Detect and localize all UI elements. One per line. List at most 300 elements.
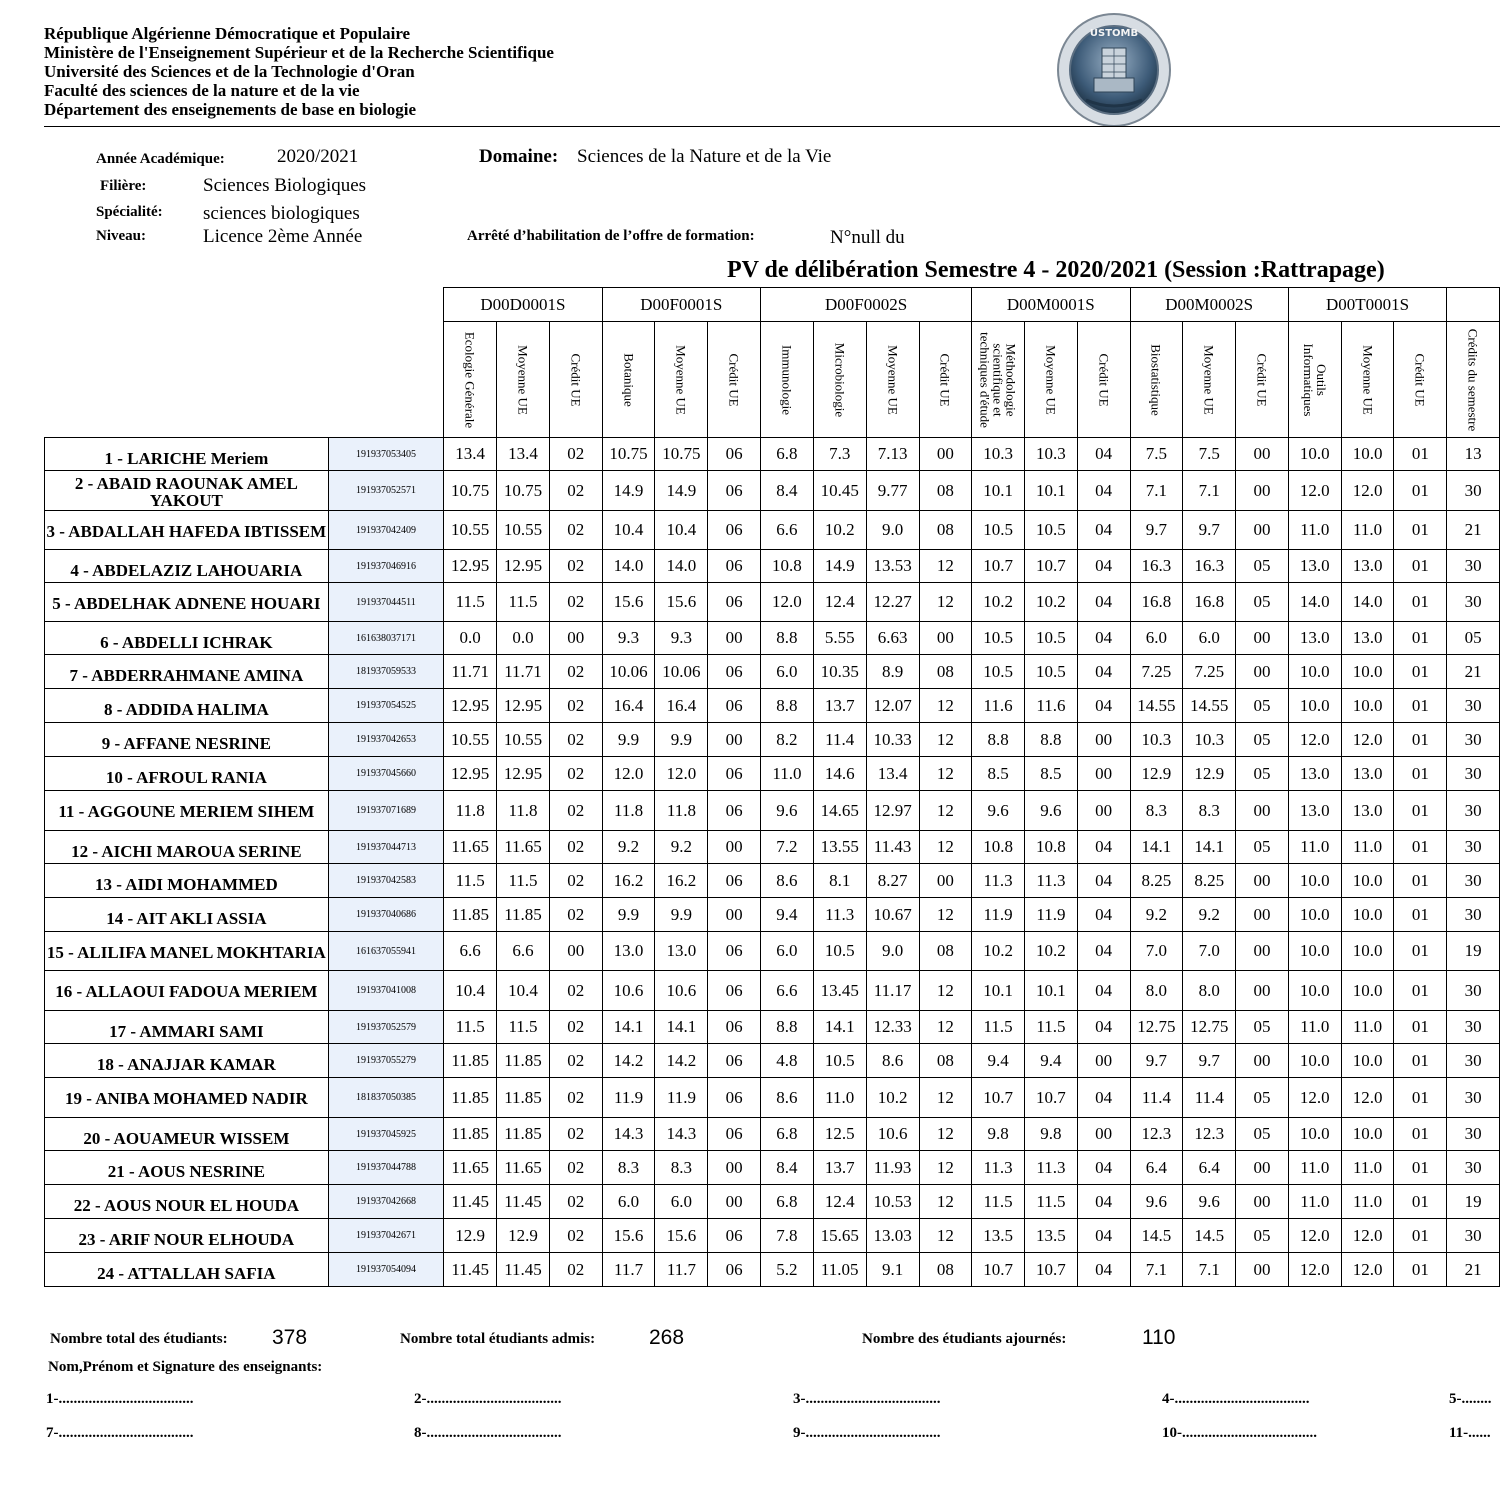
grade-cell: 10.0	[1288, 689, 1341, 723]
grade-cell: 02	[549, 864, 602, 898]
student-name: 1 - LARICHE Meriem	[45, 438, 329, 471]
grade-cell: 9.4	[1024, 1044, 1077, 1078]
grade-cell: 9.9	[602, 723, 655, 757]
grade-cell: 8.8	[761, 689, 814, 723]
grade-cell: 11.0	[1288, 511, 1341, 550]
grade-cell: 16.3	[1130, 550, 1183, 583]
grade-cell: 13.0	[1288, 550, 1341, 583]
arrete-value: N°null du	[830, 227, 905, 248]
grade-cell: 02	[549, 511, 602, 550]
grade-cell: 8.6	[761, 1078, 814, 1118]
grade-cell: 14.1	[1183, 831, 1236, 864]
grade-cell: 10.0	[1341, 1118, 1394, 1151]
grade-cell: 05	[1236, 583, 1289, 622]
grade-cell: 11.65	[497, 831, 550, 864]
grade-cell: 6.4	[1130, 1151, 1183, 1185]
grade-cell: 12.95	[444, 757, 497, 791]
grade-cell: 12	[919, 898, 972, 932]
grade-cell: 9.2	[1130, 898, 1183, 932]
grade-cell: 14.55	[1130, 689, 1183, 723]
grade-cell: 11.85	[497, 1044, 550, 1078]
grade-cell: 8.5	[1024, 757, 1077, 791]
grade-cell: 7.1	[1183, 471, 1236, 511]
grade-cell: 12.33	[866, 1011, 919, 1044]
grade-cell: 8.6	[761, 864, 814, 898]
grade-cell: 12.95	[444, 689, 497, 723]
grade-cell: 30	[1447, 471, 1500, 511]
grade-cell: 04	[1077, 550, 1130, 583]
grade-cell: 11.9	[655, 1078, 708, 1118]
grade-cell: 10.0	[1288, 932, 1341, 971]
total-label: Nombre total des étudiants:	[50, 1331, 228, 1347]
grade-cell: 14.1	[655, 1011, 708, 1044]
student-name: 14 - AIT AKLI ASSIA	[45, 898, 329, 932]
grade-cell: 00	[1236, 898, 1289, 932]
grade-cell: 10.45	[813, 471, 866, 511]
page-title: PV de délibération Semestre 4 - 2020/2021 (Session :Rattrapage)	[727, 257, 1385, 283]
grade-cell: 10.0	[1341, 932, 1394, 971]
column-header	[1288, 322, 1341, 438]
grade-cell: 30	[1447, 1219, 1500, 1253]
grade-cell: 10.75	[602, 438, 655, 471]
column-header	[655, 322, 708, 438]
grade-cell: 02	[549, 583, 602, 622]
student-name: 21 - AOUS NESRINE	[45, 1151, 329, 1185]
grade-cell: 04	[1077, 898, 1130, 932]
table-row	[45, 757, 1500, 791]
grade-cell: 21	[1447, 511, 1500, 550]
grade-cell: 11.0	[1341, 511, 1394, 550]
column-header	[813, 322, 866, 438]
grade-cell: 00	[1236, 438, 1289, 471]
grade-cell: 8.4	[761, 1151, 814, 1185]
header-line: Faculté des sciences de la nature et de la vie	[44, 81, 360, 100]
ajournes-label: Nombre des étudiants ajournés:	[862, 1331, 1067, 1347]
column-header	[1077, 322, 1130, 438]
table-row	[45, 1118, 1500, 1151]
grade-cell: 12.95	[444, 550, 497, 583]
grade-cell: 04	[1077, 831, 1130, 864]
grade-cell: 12	[919, 1011, 972, 1044]
grade-cell: 12.0	[1341, 723, 1394, 757]
grade-cell: 7.25	[1183, 655, 1236, 689]
column-header	[1394, 322, 1447, 438]
grade-cell: 11.9	[602, 1078, 655, 1118]
grade-cell: 9.9	[655, 898, 708, 932]
column-header	[1341, 322, 1394, 438]
grade-cell: 9.6	[1130, 1185, 1183, 1219]
header-line: Département des enseignements de base en biologie	[44, 100, 417, 119]
grade-cell: 12.9	[1130, 757, 1183, 791]
grade-cell: 11.45	[497, 1253, 550, 1287]
grade-cell: 10.4	[497, 971, 550, 1011]
column-header-label: Moyenne UE	[673, 344, 689, 415]
grade-cell: 10.5	[972, 622, 1025, 655]
grade-cell: 10.5	[1024, 511, 1077, 550]
grade-cell: 21	[1447, 1253, 1500, 1287]
student-matricule: 191937053405	[328, 438, 443, 471]
grade-cell: 7.1	[1130, 1253, 1183, 1287]
grade-cell: 14.55	[1183, 689, 1236, 723]
niveau-value: Licence 2ème Année	[203, 226, 363, 247]
grade-cell: 10.0	[1288, 655, 1341, 689]
grade-cell: 13.0	[1341, 791, 1394, 831]
grade-cell: 11.5	[444, 864, 497, 898]
grade-cell: 10.2	[972, 932, 1025, 971]
grade-cell: 12	[919, 1078, 972, 1118]
ue-code-header: D00D0001S	[444, 288, 602, 322]
student-matricule: 191937042583	[328, 864, 443, 898]
grade-cell: 14.5	[1183, 1219, 1236, 1253]
grade-cell: 10.6	[866, 1118, 919, 1151]
grade-cell: 11.5	[1024, 1185, 1077, 1219]
grade-cell: 06	[708, 655, 761, 689]
header-divider	[44, 126, 1500, 127]
grade-cell: 00	[1236, 1185, 1289, 1219]
grade-cell: 6.8	[761, 1118, 814, 1151]
grade-cell: 9.77	[866, 471, 919, 511]
grade-cell: 8.27	[866, 864, 919, 898]
grade-cell: 11.4	[1130, 1078, 1183, 1118]
grade-cell: 14.3	[602, 1118, 655, 1151]
grade-cell: 10.7	[972, 1078, 1025, 1118]
grade-cell: 11.05	[813, 1253, 866, 1287]
grade-cell: 15.6	[602, 583, 655, 622]
grade-cell: 14.2	[655, 1044, 708, 1078]
grade-cell: 08	[919, 932, 972, 971]
grade-cell: 11.0	[1288, 1011, 1341, 1044]
grade-cell: 11.0	[813, 1078, 866, 1118]
grade-cell: 11.85	[497, 1078, 550, 1118]
grade-cell: 10.7	[972, 1253, 1025, 1287]
grade-cell: 06	[708, 583, 761, 622]
grade-cell: 8.8	[972, 723, 1025, 757]
grade-cell: 9.3	[655, 622, 708, 655]
grade-cell: 11.7	[655, 1253, 708, 1287]
grade-cell: 13.0	[1341, 622, 1394, 655]
grade-cell: 06	[708, 438, 761, 471]
grade-cell: 11.5	[497, 864, 550, 898]
grade-cell: 13.7	[813, 1151, 866, 1185]
column-header-label: Outils Informatiques	[1300, 343, 1329, 416]
signature-line: 3-....................................	[793, 1391, 941, 1407]
grade-cell: 10.1	[972, 971, 1025, 1011]
grade-cell: 10.0	[1288, 1118, 1341, 1151]
grade-cell: 10.8	[761, 550, 814, 583]
grade-cell: 9.1	[866, 1253, 919, 1287]
grade-cell: 02	[549, 1078, 602, 1118]
table-row	[45, 932, 1500, 971]
grade-cell: 11.5	[444, 583, 497, 622]
grade-cell: 14.1	[813, 1011, 866, 1044]
grade-cell: 10.7	[1024, 1078, 1077, 1118]
grade-cell: 11.43	[866, 831, 919, 864]
grade-cell: 13.4	[444, 438, 497, 471]
grade-cell: 11.8	[602, 791, 655, 831]
grade-cell: 02	[549, 1253, 602, 1287]
total-value: 378	[272, 1326, 308, 1349]
grade-cell: 11.5	[972, 1011, 1025, 1044]
grade-cell: 7.2	[761, 831, 814, 864]
grade-cell: 12	[919, 583, 972, 622]
signature-heading: Nom,Prénom et Signature des enseignants:	[48, 1359, 323, 1375]
grade-cell: 02	[549, 831, 602, 864]
grade-cell: 00	[1077, 791, 1130, 831]
grade-cell: 11.6	[972, 689, 1025, 723]
grade-cell: 12.75	[1130, 1011, 1183, 1044]
column-header-label: Méthodologie scientifique et techniques d'étude	[977, 331, 1019, 428]
grade-cell: 12.0	[1341, 471, 1394, 511]
grade-cell: 12	[919, 831, 972, 864]
grade-cell: 9.9	[602, 898, 655, 932]
filiere-label: Filière:	[100, 178, 147, 194]
grade-cell: 19	[1447, 1185, 1500, 1219]
grade-cell: 04	[1077, 971, 1130, 1011]
grade-cell: 06	[708, 689, 761, 723]
grade-cell: 10.75	[497, 471, 550, 511]
student-matricule: 191937055279	[328, 1044, 443, 1078]
signature-line: 7-....................................	[46, 1425, 194, 1441]
grade-cell: 9.2	[602, 831, 655, 864]
grade-cell: 16.2	[602, 864, 655, 898]
grade-cell: 05	[1236, 550, 1289, 583]
grade-cell: 01	[1394, 898, 1447, 932]
student-name: 23 - ARIF NOUR ELHOUDA	[45, 1219, 329, 1253]
grade-cell: 08	[919, 471, 972, 511]
grade-cell: 02	[549, 971, 602, 1011]
signature-line: 11-......	[1449, 1425, 1491, 1441]
student-name: 2 - ABAID RAOUNAK AMEL YAKOUT	[45, 471, 329, 511]
grade-cell: 12.95	[497, 757, 550, 791]
grade-cell: 11.0	[1288, 831, 1341, 864]
table-row	[45, 622, 1500, 655]
grade-cell: 01	[1394, 932, 1447, 971]
grade-cell: 02	[549, 1219, 602, 1253]
grade-cell: 8.25	[1183, 864, 1236, 898]
grade-cell: 10.0	[1341, 898, 1394, 932]
grade-cell: 02	[549, 1118, 602, 1151]
grade-cell: 12.9	[1183, 757, 1236, 791]
grade-cell: 13.53	[866, 550, 919, 583]
grade-cell: 9.8	[1024, 1118, 1077, 1151]
grade-cell: 12.95	[497, 689, 550, 723]
blank-cell	[328, 288, 443, 322]
grade-cell: 13.0	[1341, 550, 1394, 583]
grade-cell: 19	[1447, 932, 1500, 971]
grade-cell: 10.0	[1341, 655, 1394, 689]
student-name: 13 - AIDI MOHAMMED	[45, 864, 329, 898]
grade-cell: 10.2	[972, 583, 1025, 622]
grade-cell: 15.6	[655, 583, 708, 622]
grade-cell: 13.4	[497, 438, 550, 471]
grade-cell: 14.9	[602, 471, 655, 511]
admis-value: 268	[649, 1326, 685, 1349]
grade-cell: 04	[1077, 689, 1130, 723]
grade-cell: 04	[1077, 1219, 1130, 1253]
grade-cell: 10.75	[655, 438, 708, 471]
grade-cell: 30	[1447, 898, 1500, 932]
grade-cell: 12.0	[761, 583, 814, 622]
grade-cell: 11.71	[497, 655, 550, 689]
grade-cell: 9.2	[655, 831, 708, 864]
grade-cell: 05	[1236, 1078, 1289, 1118]
grade-cell: 12	[919, 550, 972, 583]
grade-cell: 05	[1236, 757, 1289, 791]
student-name: 19 - ANIBA MOHAMED NADIR	[45, 1078, 329, 1118]
grade-cell: 9.0	[866, 511, 919, 550]
grade-cell: 8.1	[813, 864, 866, 898]
grade-cell: 02	[549, 898, 602, 932]
grade-cell: 12.3	[1183, 1118, 1236, 1151]
grade-cell: 06	[708, 511, 761, 550]
grade-cell: 14.1	[602, 1011, 655, 1044]
grade-cell: 12.0	[655, 757, 708, 791]
student-name: 18 - ANAJJAR KAMAR	[45, 1044, 329, 1078]
grade-cell: 14.1	[1130, 831, 1183, 864]
table-row	[45, 723, 1500, 757]
grade-cell: 10.0	[1341, 864, 1394, 898]
grade-cell: 06	[708, 550, 761, 583]
column-header-label: Crédit UE	[1096, 352, 1112, 407]
grade-cell: 05	[1236, 1011, 1289, 1044]
student-matricule: 161637055941	[328, 932, 443, 971]
grade-cell: 10.0	[1341, 438, 1394, 471]
grade-cell: 7.1	[1183, 1253, 1236, 1287]
grade-cell: 02	[549, 1151, 602, 1185]
grade-cell: 02	[549, 471, 602, 511]
grade-cell: 14.0	[602, 550, 655, 583]
grade-cell: 05	[1447, 622, 1500, 655]
blank-cell	[45, 288, 329, 322]
column-header-label: Botanique	[621, 352, 637, 407]
grade-cell: 7.0	[1183, 932, 1236, 971]
grade-cell: 11.8	[655, 791, 708, 831]
grade-cell: 11.17	[866, 971, 919, 1011]
grade-cell: 11.0	[1288, 1151, 1341, 1185]
grade-cell: 10.6	[655, 971, 708, 1011]
grade-cell: 11.85	[444, 1044, 497, 1078]
grade-cell: 12.0	[1288, 471, 1341, 511]
grade-cell: 00	[708, 1151, 761, 1185]
grade-cell: 6.0	[602, 1185, 655, 1219]
grade-cell: 01	[1394, 971, 1447, 1011]
grade-cell: 6.0	[761, 655, 814, 689]
grade-cell: 16.3	[1183, 550, 1236, 583]
grade-cell: 6.6	[761, 971, 814, 1011]
grade-cell: 10.0	[1288, 971, 1341, 1011]
grade-cell: 11.8	[497, 791, 550, 831]
grade-cell: 8.25	[1130, 864, 1183, 898]
student-matricule: 191937052579	[328, 1011, 443, 1044]
grade-cell: 02	[549, 723, 602, 757]
grade-cell: 10.6	[602, 971, 655, 1011]
grade-cell: 15.6	[655, 1219, 708, 1253]
grade-cell: 14.9	[813, 550, 866, 583]
grade-cell: 10.0	[1288, 898, 1341, 932]
specialite-value: sciences biologiques	[203, 203, 360, 224]
grade-cell: 01	[1394, 438, 1447, 471]
grade-cell: 7.5	[1130, 438, 1183, 471]
grade-cell: 04	[1077, 1253, 1130, 1287]
grade-cell: 00	[1236, 932, 1289, 971]
grade-cell: 12	[919, 1185, 972, 1219]
grade-cell: 14.2	[602, 1044, 655, 1078]
grade-cell: 00	[1236, 1151, 1289, 1185]
grade-cell: 11.0	[1341, 1185, 1394, 1219]
grade-cell: 06	[708, 791, 761, 831]
student-matricule: 191937042653	[328, 723, 443, 757]
grade-cell: 13.0	[1288, 757, 1341, 791]
grade-cell: 11.65	[444, 1151, 497, 1185]
grade-cell: 6.0	[761, 932, 814, 971]
grade-cell: 12	[919, 971, 972, 1011]
column-header-label: Ecologie Générale	[462, 331, 478, 428]
grade-cell: 10.5	[972, 655, 1025, 689]
grade-cell: 04	[1077, 583, 1130, 622]
grade-cell: 00	[1236, 864, 1289, 898]
grade-cell: 30	[1447, 723, 1500, 757]
grade-cell: 01	[1394, 1253, 1447, 1287]
student-name: 24 - ATTALLAH SAFIA	[45, 1253, 329, 1287]
table-row	[45, 1011, 1500, 1044]
domaine-label: Domaine:	[479, 146, 559, 167]
grade-cell: 13.0	[1341, 757, 1394, 791]
grade-cell: 00	[1077, 723, 1130, 757]
grade-cell: 00	[1077, 1118, 1130, 1151]
grade-cell: 21	[1447, 655, 1500, 689]
grade-cell: 8.2	[761, 723, 814, 757]
grade-cell: 9.6	[972, 791, 1025, 831]
grade-cell: 11.3	[813, 898, 866, 932]
grade-cell: 13.7	[813, 689, 866, 723]
grade-cell: 00	[919, 438, 972, 471]
grade-cell: 6.6	[761, 511, 814, 550]
grade-cell: 10.0	[1341, 689, 1394, 723]
grade-cell: 10.0	[1288, 438, 1341, 471]
grade-cell: 00	[708, 1185, 761, 1219]
grade-cell: 9.6	[1024, 791, 1077, 831]
grade-cell: 10.3	[972, 438, 1025, 471]
signature-line: 2-....................................	[414, 1391, 562, 1407]
header-line: Ministère de l'Enseignement Supérieur et de la Recherche Scientifique	[44, 43, 554, 62]
student-name: 3 - ABDALLAH HAFEDA IBTISSEM	[45, 511, 329, 550]
grade-cell: 9.4	[972, 1044, 1025, 1078]
grade-cell: 01	[1394, 864, 1447, 898]
grade-cell: 11.5	[444, 1011, 497, 1044]
grade-cell: 16.8	[1183, 583, 1236, 622]
grade-cell: 11.9	[972, 898, 1025, 932]
grade-cell: 7.5	[1183, 438, 1236, 471]
grade-cell: 10.53	[866, 1185, 919, 1219]
grade-cell: 11.3	[1024, 1151, 1077, 1185]
grade-cell: 6.6	[444, 932, 497, 971]
grade-cell: 11.0	[1341, 831, 1394, 864]
grade-cell: 10.5	[813, 1044, 866, 1078]
institution-header	[44, 24, 554, 119]
column-header	[708, 322, 761, 438]
grade-cell: 30	[1447, 971, 1500, 1011]
grade-cell: 8.3	[1183, 791, 1236, 831]
grade-cell: 11.3	[972, 864, 1025, 898]
grade-cell: 00	[549, 622, 602, 655]
grade-cell: 10.3	[1183, 723, 1236, 757]
column-header	[1236, 322, 1289, 438]
grade-cell: 14.0	[655, 550, 708, 583]
grade-cell: 06	[708, 1219, 761, 1253]
table-row	[45, 1151, 1500, 1185]
table-row	[45, 550, 1500, 583]
university-logo	[1056, 12, 1172, 128]
